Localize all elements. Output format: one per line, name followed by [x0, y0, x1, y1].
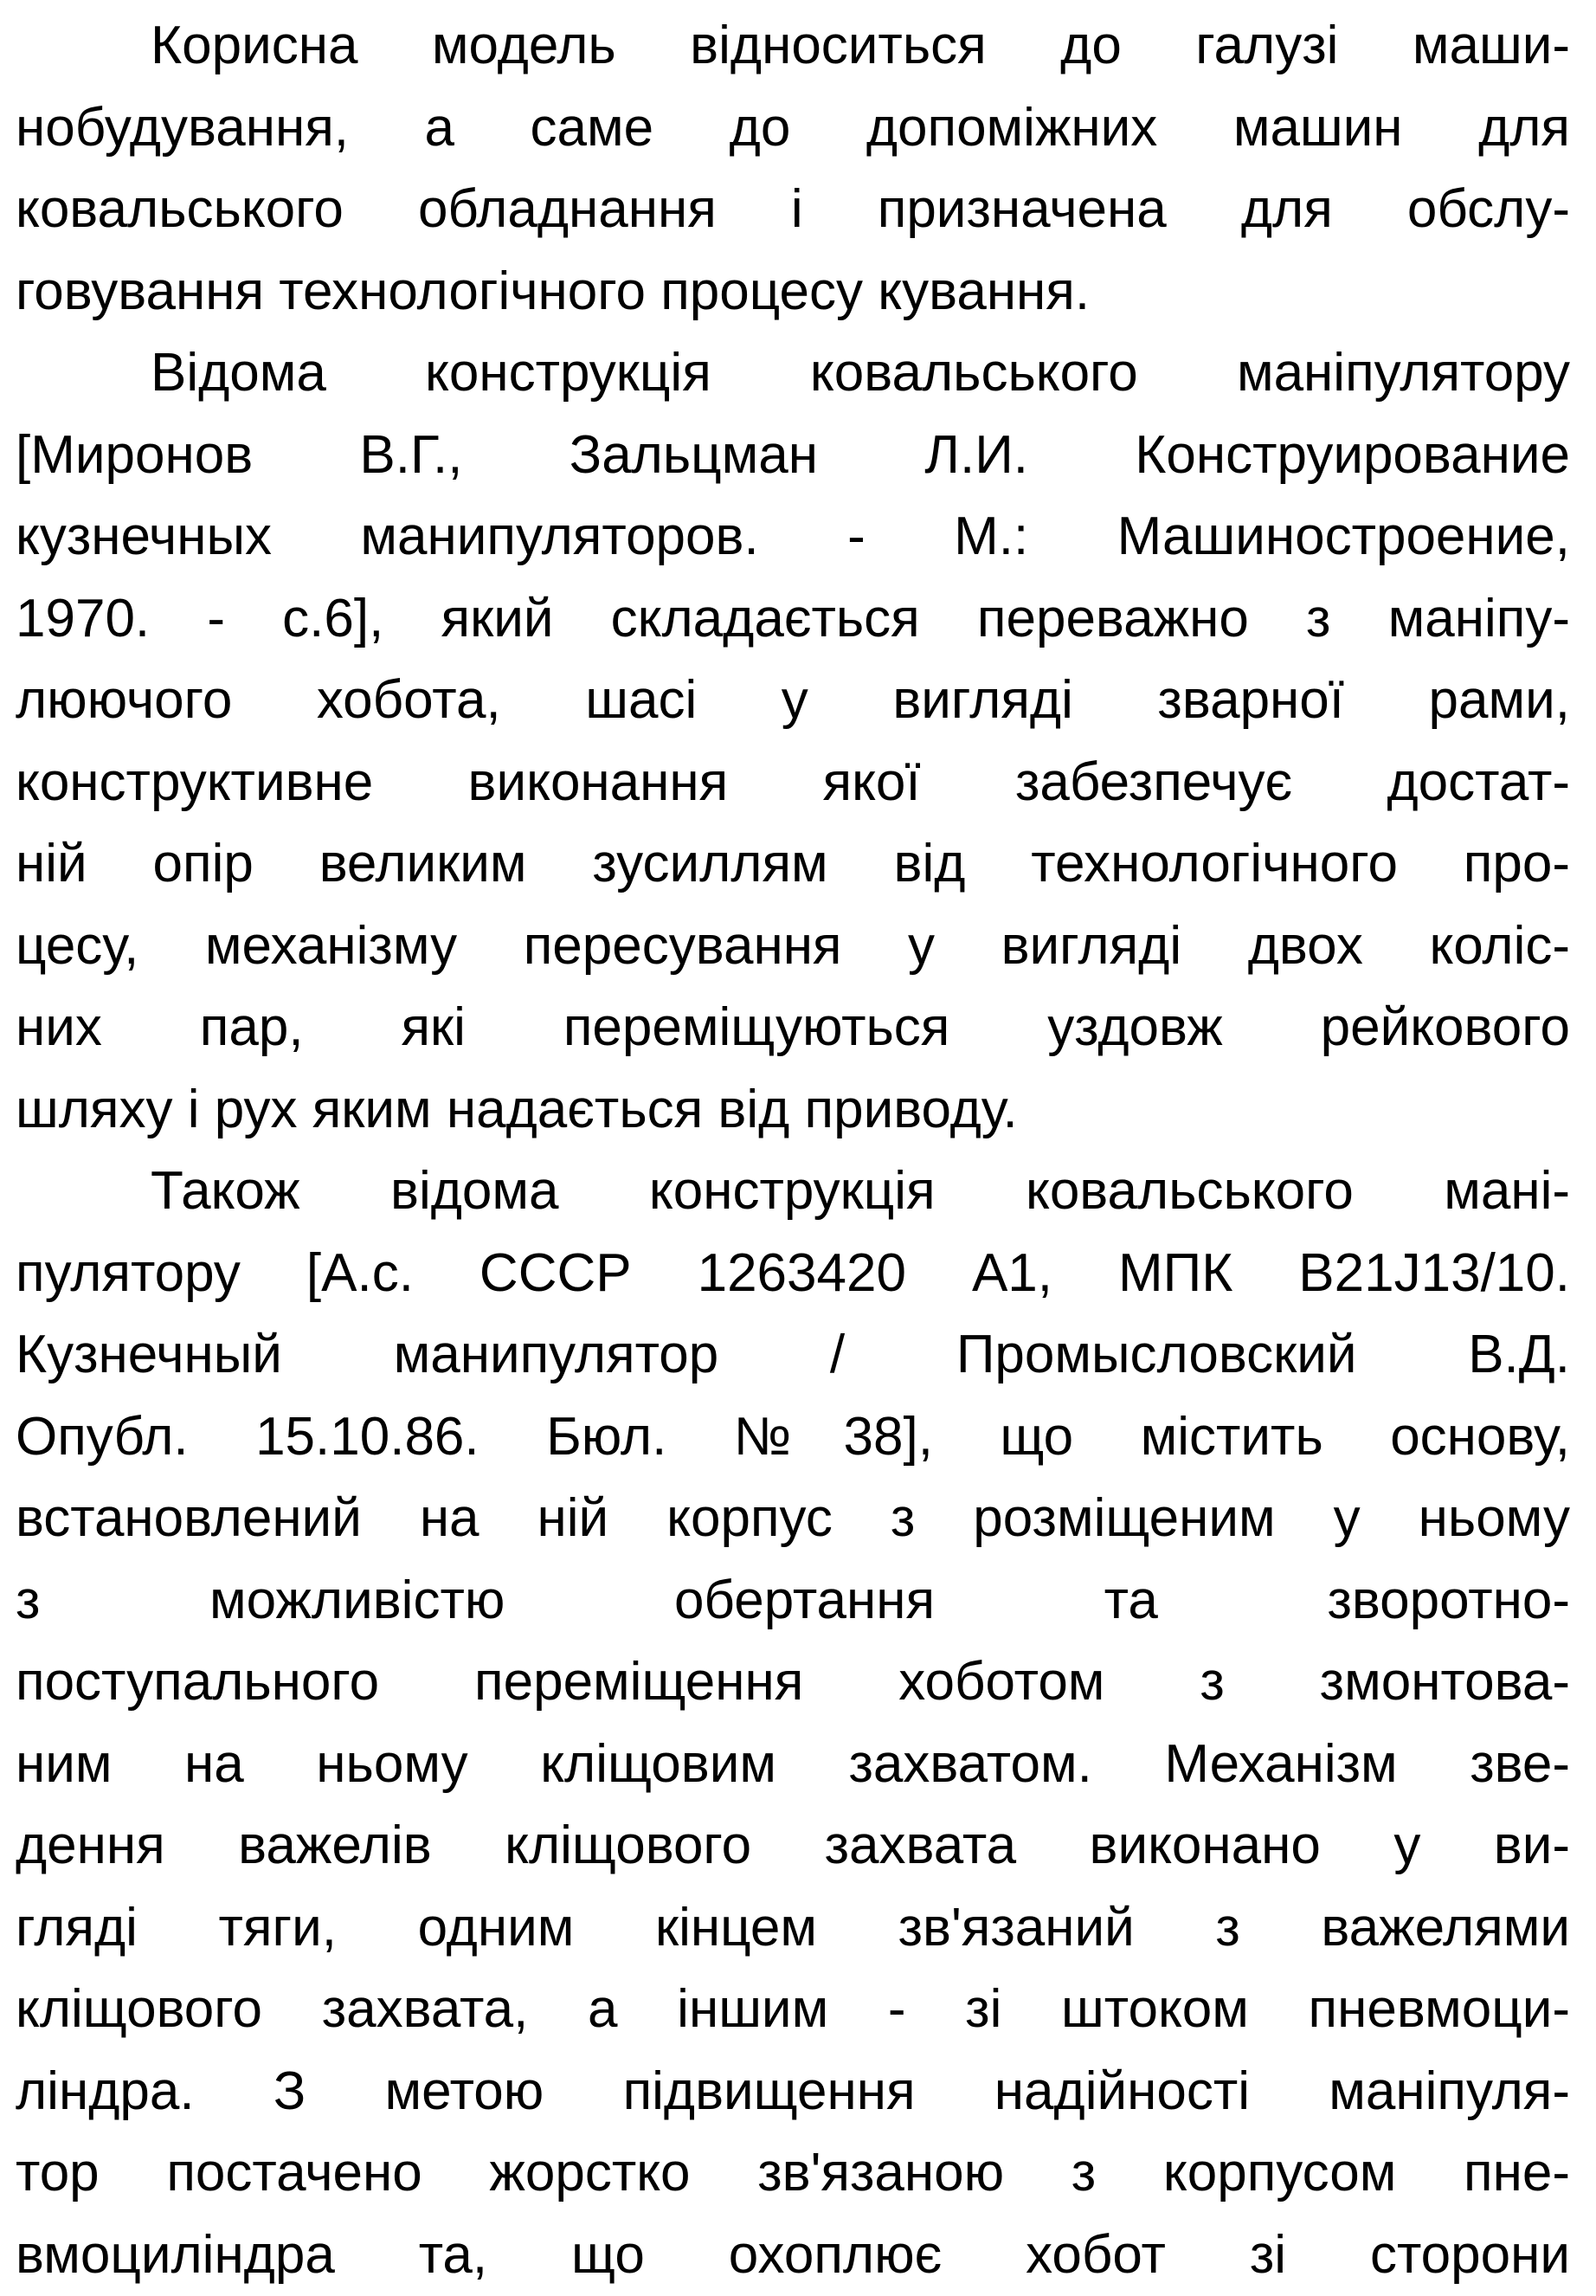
- text-line: ній опір великим зусиллям від технологічного про-: [16, 823, 1570, 906]
- text-line: встановлений на ній корпус з розміщеним у ньому: [16, 1478, 1570, 1560]
- paragraph-2: [16, 332, 1570, 1151]
- text-line: пулятору [А.с. СССР 1263420 А1, МПК B21J13/10.: [16, 1233, 1570, 1315]
- text-line: кліщового захвата, а іншим - зі штоком пневмоци-: [16, 1969, 1570, 2051]
- text-line: з можливістю обертання та зворотно-: [16, 1560, 1570, 1642]
- paragraph-1: [16, 5, 1570, 332]
- text-line: цесу, механізму пересування у вигляді двох коліс-: [16, 906, 1570, 988]
- text-line: Відома конструкція ковальського маніпулятору: [16, 332, 1570, 415]
- text-line: Також відома конструкція ковальського мані-: [16, 1151, 1570, 1233]
- text-line: гляді тяги, одним кінцем зв'язаний з важелями: [16, 1887, 1570, 1970]
- text-line: [Миронов В.Г., Зальцман Л.И. Конструирование: [16, 415, 1570, 497]
- document-page: [16, 5, 1570, 2296]
- text-line: Корисна модель відноситься до галузі маши-: [16, 5, 1570, 87]
- text-line: них пар, які переміщуються уздовж рейкового: [16, 987, 1570, 1069]
- text-line: говування технологічного процесу кування.: [16, 251, 1570, 333]
- text-line: конструктивне виконання якої забезпечує достат-: [16, 742, 1570, 824]
- text-line: шляху і рух яким надається від приводу.: [16, 1069, 1570, 1151]
- text-line: кузнечных манипуляторов. - М.: Машиностроение,: [16, 496, 1570, 578]
- text-line: нобудування, а саме до допоміжних машин для: [16, 87, 1570, 170]
- text-line: вмоциліндра та, що охоплює хобот зі сторони: [16, 2215, 1570, 2296]
- text-line: ліндра. З метою підвищення надійності маніпуля-: [16, 2051, 1570, 2133]
- text-line: дення важелів кліщового захвата виконано у ви-: [16, 1805, 1570, 1887]
- text-line: ковальського обладнання і призначена для обслу-: [16, 169, 1570, 251]
- text-line: Опубл. 15.10.86. Бюл. №38], що містить основу,: [16, 1396, 1570, 1479]
- text-line: Кузнечный манипулятор / Промысловский В.Д.: [16, 1314, 1570, 1396]
- text-line: тор постачено жорстко зв'язаною з корпусом пне-: [16, 2132, 1570, 2215]
- text-line: люючого хобота, шасі у вигляді зварної рами,: [16, 660, 1570, 742]
- paragraph-3: [16, 1151, 1570, 2296]
- text-line: 1970. - с.6], який складається переважно з маніпу-: [16, 578, 1570, 661]
- text-line: ним на ньому кліщовим захватом. Механізм зве-: [16, 1724, 1570, 1806]
- text-line: поступального переміщення хоботом з змонтова-: [16, 1641, 1570, 1724]
